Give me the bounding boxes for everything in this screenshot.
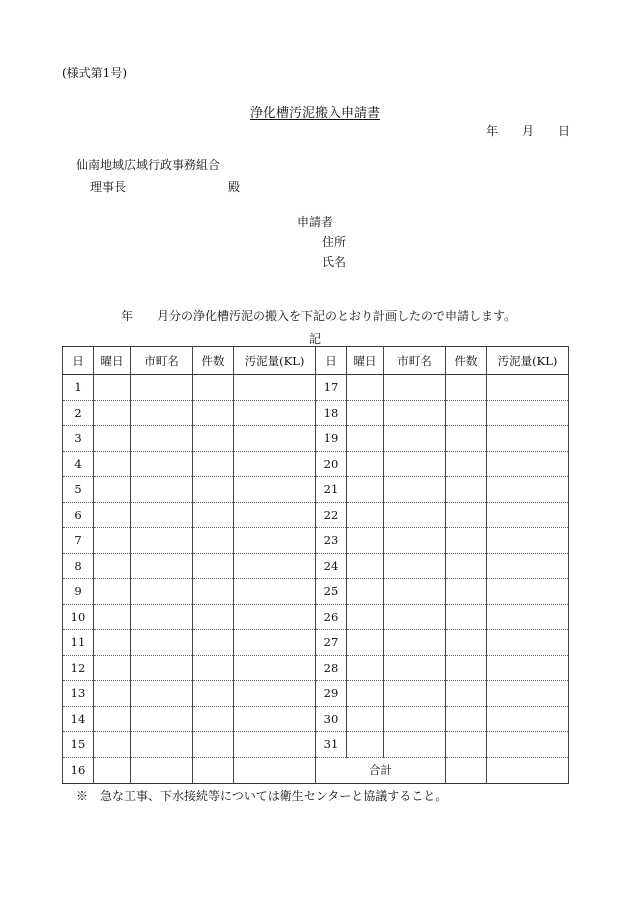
day-number: 28: [316, 655, 347, 681]
entry-cell[interactable]: [446, 681, 487, 707]
day-number: 4: [63, 451, 94, 477]
table-row: [63, 732, 569, 758]
entry-cell[interactable]: [234, 732, 316, 758]
recipient-org: 仙南地域広域行政事務組合: [76, 158, 221, 172]
entry-cell[interactable]: [487, 681, 569, 707]
entry-cell[interactable]: [94, 579, 131, 605]
day-number: 25: [316, 579, 347, 605]
table-row: [63, 681, 569, 707]
table-row: [63, 655, 569, 681]
entry-cell[interactable]: [94, 375, 131, 401]
entry-cell[interactable]: [94, 681, 131, 707]
schedule-table: [62, 346, 569, 784]
entry-cell[interactable]: [94, 502, 131, 528]
entry-cell[interactable]: [193, 706, 234, 732]
entry-cell[interactable]: [94, 655, 131, 681]
day-number: 19: [316, 426, 347, 452]
entry-cell[interactable]: [193, 630, 234, 656]
entry-cell[interactable]: [384, 502, 446, 528]
entry-cell[interactable]: [446, 579, 487, 605]
entry-cell[interactable]: [347, 502, 384, 528]
entry-cell[interactable]: [384, 375, 446, 401]
entry-cell[interactable]: [384, 630, 446, 656]
entry-cell[interactable]: [94, 426, 131, 452]
day-number: 10: [63, 604, 94, 630]
entry-cell[interactable]: [446, 528, 487, 554]
entry-cell[interactable]: [487, 426, 569, 452]
entry-cell[interactable]: [193, 426, 234, 452]
total-cell[interactable]: [446, 757, 487, 783]
entry-cell[interactable]: [131, 579, 193, 605]
day-number: 31: [316, 732, 347, 758]
entry-cell[interactable]: [487, 604, 569, 630]
entry-cell[interactable]: [131, 477, 193, 503]
entry-cell[interactable]: [193, 757, 234, 783]
day-number: 24: [316, 553, 347, 579]
entry-cell[interactable]: [487, 732, 569, 758]
day-number: 29: [316, 681, 347, 707]
day-number: 8: [63, 553, 94, 579]
entry-cell[interactable]: [94, 528, 131, 554]
entry-cell[interactable]: [347, 655, 384, 681]
column-header: 曜日: [94, 347, 131, 375]
entry-cell[interactable]: [487, 655, 569, 681]
entry-cell[interactable]: [446, 630, 487, 656]
entry-cell[interactable]: [347, 528, 384, 554]
entry-cell[interactable]: [487, 400, 569, 426]
entry-cell[interactable]: [193, 477, 234, 503]
day-number: 7: [63, 528, 94, 554]
entry-cell[interactable]: [446, 451, 487, 477]
footer-note: ※ 急な工事、下水接続等については衛生センターと協議すること。: [76, 789, 448, 803]
entry-cell[interactable]: [131, 630, 193, 656]
entry-cell[interactable]: [446, 706, 487, 732]
entry-cell[interactable]: [234, 426, 316, 452]
column-header: 件数: [446, 347, 487, 375]
table-row: [63, 757, 569, 783]
table-header-row: [63, 347, 569, 375]
entry-cell[interactable]: [487, 706, 569, 732]
entry-cell[interactable]: [384, 477, 446, 503]
entry-cell[interactable]: [384, 732, 446, 758]
day-number: 26: [316, 604, 347, 630]
entry-cell[interactable]: [193, 502, 234, 528]
entry-cell[interactable]: [487, 375, 569, 401]
ki-label: 記: [309, 332, 322, 346]
entry-cell[interactable]: [384, 553, 446, 579]
table-row: [63, 477, 569, 503]
table-row: [63, 553, 569, 579]
entry-cell[interactable]: [94, 604, 131, 630]
entry-cell[interactable]: [347, 732, 384, 758]
day-number: 5: [63, 477, 94, 503]
day-number: 17: [316, 375, 347, 401]
column-header: 件数: [193, 347, 234, 375]
day-number: 22: [316, 502, 347, 528]
entry-cell[interactable]: [446, 553, 487, 579]
day-number: 23: [316, 528, 347, 554]
entry-cell[interactable]: [384, 400, 446, 426]
entry-cell[interactable]: [487, 477, 569, 503]
day-number: 18: [316, 400, 347, 426]
entry-cell[interactable]: [234, 604, 316, 630]
entry-cell[interactable]: [347, 553, 384, 579]
table-row: [63, 706, 569, 732]
entry-cell[interactable]: [347, 579, 384, 605]
table-row: [63, 528, 569, 554]
table-row: [63, 451, 569, 477]
entry-cell[interactable]: [446, 604, 487, 630]
entry-cell[interactable]: [131, 757, 193, 783]
table-row: [63, 426, 569, 452]
entry-cell[interactable]: [94, 451, 131, 477]
entry-cell[interactable]: [487, 630, 569, 656]
total-label: 合計: [316, 757, 446, 783]
entry-cell[interactable]: [446, 400, 487, 426]
entry-cell[interactable]: [384, 604, 446, 630]
entry-cell[interactable]: [193, 451, 234, 477]
entry-cell[interactable]: [234, 681, 316, 707]
entry-cell[interactable]: [131, 375, 193, 401]
entry-cell[interactable]: [487, 528, 569, 554]
page-title: 浄化槽汚泥搬入申請書: [249, 106, 380, 121]
entry-cell[interactable]: [234, 528, 316, 554]
entry-cell[interactable]: [446, 477, 487, 503]
entry-cell[interactable]: [94, 400, 131, 426]
entry-cell[interactable]: [347, 426, 384, 452]
entry-cell[interactable]: [384, 579, 446, 605]
day-number: 12: [63, 655, 94, 681]
day-number: 15: [63, 732, 94, 758]
entry-cell[interactable]: [131, 681, 193, 707]
entry-cell[interactable]: [384, 426, 446, 452]
day-number: 11: [63, 630, 94, 656]
entry-cell[interactable]: [234, 553, 316, 579]
recipient-honorific: 殿: [228, 180, 241, 194]
body-text: 年 月分の浄化槽汚泥の搬入を下記のとおり計画したので申請します。: [121, 309, 517, 323]
entry-cell[interactable]: [94, 630, 131, 656]
entry-cell[interactable]: [94, 706, 131, 732]
day-number: 30: [316, 706, 347, 732]
entry-cell[interactable]: [193, 681, 234, 707]
entry-cell[interactable]: [234, 757, 316, 783]
table-row: [63, 630, 569, 656]
applicant-name-label: 氏名: [322, 255, 347, 269]
entry-cell[interactable]: [446, 375, 487, 401]
table-row: [63, 400, 569, 426]
entry-cell[interactable]: [193, 732, 234, 758]
entry-cell[interactable]: [193, 655, 234, 681]
column-header: 日: [316, 347, 347, 375]
entry-cell[interactable]: [347, 604, 384, 630]
column-header: 汚泥量(KL): [234, 347, 316, 375]
column-header: 汚泥量(KL): [487, 347, 569, 375]
day-number: 27: [316, 630, 347, 656]
table-row: [63, 375, 569, 401]
entry-cell[interactable]: [94, 553, 131, 579]
entry-cell[interactable]: [347, 375, 384, 401]
entry-cell[interactable]: [487, 579, 569, 605]
entry-cell[interactable]: [347, 477, 384, 503]
day-number: 20: [316, 451, 347, 477]
entry-cell[interactable]: [446, 732, 487, 758]
day-number: 21: [316, 477, 347, 503]
entry-cell[interactable]: [131, 451, 193, 477]
entry-cell[interactable]: [347, 451, 384, 477]
day-number: 14: [63, 706, 94, 732]
entry-cell[interactable]: [94, 477, 131, 503]
day-number: 13: [63, 681, 94, 707]
column-header: 曜日: [347, 347, 384, 375]
entry-cell[interactable]: [234, 655, 316, 681]
entry-cell[interactable]: [487, 553, 569, 579]
entry-cell[interactable]: [234, 400, 316, 426]
entry-cell[interactable]: [193, 604, 234, 630]
entry-cell[interactable]: [487, 502, 569, 528]
date-line: 年 月 日: [486, 124, 571, 138]
entry-cell[interactable]: [94, 757, 131, 783]
entry-cell[interactable]: [131, 604, 193, 630]
column-header: 市町名: [131, 347, 193, 375]
entry-cell[interactable]: [131, 732, 193, 758]
entry-cell[interactable]: [234, 477, 316, 503]
table-row: [63, 604, 569, 630]
entry-cell[interactable]: [384, 655, 446, 681]
day-number: 2: [63, 400, 94, 426]
entry-cell[interactable]: [347, 706, 384, 732]
entry-cell[interactable]: [347, 400, 384, 426]
entry-cell[interactable]: [384, 681, 446, 707]
entry-cell[interactable]: [234, 579, 316, 605]
entry-cell[interactable]: [94, 732, 131, 758]
entry-cell[interactable]: [234, 706, 316, 732]
entry-cell[interactable]: [193, 579, 234, 605]
column-header: 市町名: [384, 347, 446, 375]
entry-cell[interactable]: [234, 630, 316, 656]
entry-cell[interactable]: [446, 426, 487, 452]
entry-cell[interactable]: [131, 528, 193, 554]
entry-cell[interactable]: [131, 655, 193, 681]
entry-cell[interactable]: [131, 706, 193, 732]
recipient-position: 理事長: [90, 180, 127, 194]
day-number: 1: [63, 375, 94, 401]
entry-cell[interactable]: [347, 681, 384, 707]
form-number: (様式第1号): [62, 66, 127, 80]
applicant-address-label: 住所: [322, 235, 347, 249]
entry-cell[interactable]: [446, 655, 487, 681]
entry-cell[interactable]: [234, 502, 316, 528]
entry-cell[interactable]: [384, 528, 446, 554]
entry-cell[interactable]: [347, 630, 384, 656]
entry-cell[interactable]: [193, 553, 234, 579]
applicant-label: 申請者: [297, 215, 334, 229]
day-number: 16: [63, 757, 94, 783]
entry-cell[interactable]: [234, 375, 316, 401]
table-row: [63, 579, 569, 605]
entry-cell[interactable]: [384, 451, 446, 477]
entry-cell[interactable]: [487, 451, 569, 477]
entry-cell[interactable]: [384, 706, 446, 732]
table-row: [63, 502, 569, 528]
entry-cell[interactable]: [193, 400, 234, 426]
entry-cell[interactable]: [193, 528, 234, 554]
total-cell[interactable]: [487, 757, 569, 783]
day-number: 3: [63, 426, 94, 452]
entry-cell[interactable]: [131, 553, 193, 579]
entry-cell[interactable]: [131, 426, 193, 452]
entry-cell[interactable]: [446, 502, 487, 528]
entry-cell[interactable]: [234, 451, 316, 477]
entry-cell[interactable]: [193, 375, 234, 401]
column-header: 日: [63, 347, 94, 375]
entry-cell[interactable]: [131, 502, 193, 528]
entry-cell[interactable]: [131, 400, 193, 426]
day-number: 9: [63, 579, 94, 605]
day-number: 6: [63, 502, 94, 528]
